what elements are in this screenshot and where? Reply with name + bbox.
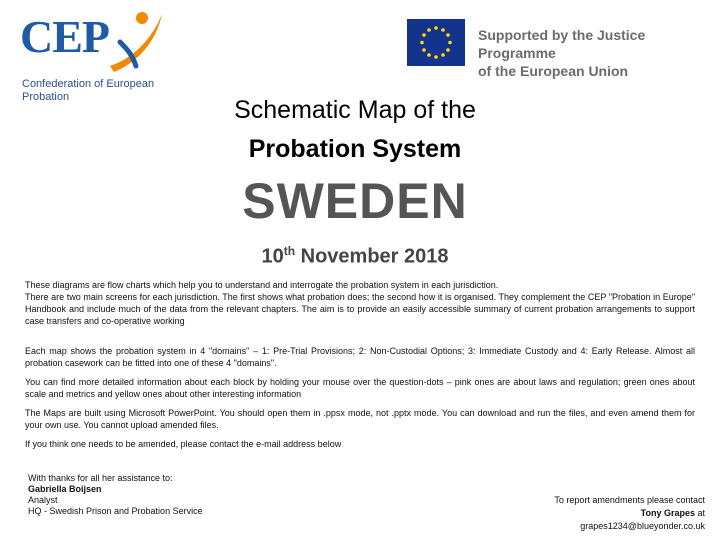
thanks-role: Analyst: [28, 495, 58, 505]
contact-line2: [500, 507, 705, 520]
cep-logo-letters: CEP: [20, 11, 109, 62]
intro-paragraph-1: These diagrams are flow charts which help you to understand and interrogate the probation system in each jurisdiction.: [25, 280, 499, 290]
date-rest: November 2018: [295, 245, 449, 268]
date: [180, 244, 530, 269]
title-line2: Probation System: [248, 135, 462, 163]
intro-paragraph-4: You can find more detailed information about each block by holding your mouse over the question-dots – pink ones are about laws and regulation; green ones about scale and metrics and yellow ones about other interesting information: [25, 377, 695, 399]
eu-flag-icon: [407, 19, 465, 66]
cep-logo: [18, 8, 168, 108]
contact-email[interactable]: grapes1234@blueyonder.co.uk: [580, 521, 705, 531]
date-suffix: th: [283, 244, 296, 258]
intro-paragraph-6: If you think one needs to be amended, please contact the e-mail address below: [25, 439, 342, 449]
eu-banner-line2: of the European Union: [478, 63, 629, 79]
contact-name: Tony Grapes: [640, 508, 695, 518]
title-line1: Schematic Map of the: [234, 96, 476, 124]
eu-banner-text: [478, 26, 718, 80]
cep-subtitle-line1: Confederation of European: [22, 78, 155, 90]
date-day: 10: [261, 245, 284, 268]
intro-paragraph-3: Each map shows the probation system in 4 "domains" – 1: Pre-Trial Provisions; 2: Non-Custodial Options; 3: Immediate Custody and 4: Early Release. Almost all probation casework can be fitted into one of these 4 "domains".: [25, 346, 695, 368]
cep-subtitle: [22, 78, 172, 104]
country-title: SWEDEN: [242, 173, 468, 229]
cep-swoosh-icon: [106, 8, 168, 78]
contact-line1: To report amendments please contact: [554, 495, 705, 505]
contact-at: at: [694, 508, 705, 518]
eu-banner-line1: Supported by the Justice Programme: [478, 27, 646, 61]
thanks-name: Gabriella Boijsen: [28, 484, 102, 494]
thanks-org: HQ - Swedish Prison and Probation Service: [28, 506, 203, 516]
contact-info: [500, 494, 705, 533]
cep-subtitle-line2: Probation: [22, 91, 70, 103]
intro-paragraph-2: There are two main screens for each jurisdiction. The first shows what probation does; the second how it is organised. They complement the CEP "Probation in Europe" Handbook and include much of the data from the relevant chapters. The aim is to provide an easily accessible summary of current probation arrangements to support case transfers and co-operative working: [25, 292, 695, 326]
acknowledgement: [28, 473, 248, 517]
thanks-intro: With thanks for all her assistance to:: [28, 473, 173, 483]
intro-paragraph-5: The Maps are built using Microsoft PowerPoint. You should open them in .ppsx mode, not .pptx mode. You can download and run the files, and even amend them for your own use. You cannot upload amended files.: [25, 408, 695, 430]
